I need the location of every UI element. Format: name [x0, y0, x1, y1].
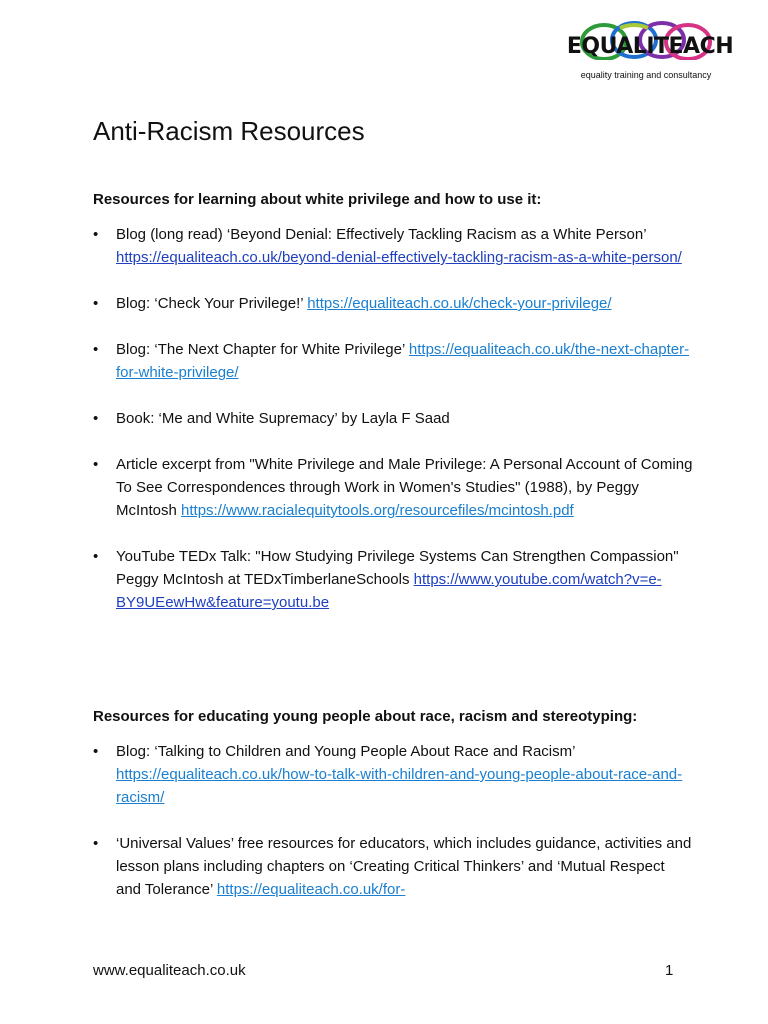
resource-description: Blog: ‘Talking to Children and Young People About Race and Racism’ — [116, 743, 575, 760]
resource-link[interactable]: https://equaliteach.co.uk/how-to-talk-with-children-and-young-people-about-race-and-racism/ — [116, 766, 683, 806]
list-item — [93, 292, 693, 315]
page-title: Anti-Racism Resources — [93, 116, 365, 146]
page-number: 1 — [665, 962, 674, 979]
list-item — [93, 545, 693, 614]
resource-description: Blog (long read) ‘Beyond Denial: Effectively Tackling Racism as a White Person’ — [116, 226, 646, 243]
list-item — [93, 223, 693, 269]
list-item — [93, 407, 693, 430]
resource-link[interactable]: https://equaliteach.co.uk/for- — [216, 881, 406, 898]
education-resource-list — [93, 740, 693, 901]
resource-link[interactable]: https://equaliteach.co.uk/beyond-denial-effectively-tackling-racism-as-a-white-person/ — [116, 249, 682, 266]
list-item — [93, 453, 693, 522]
white-privilege-resource-list — [93, 223, 693, 614]
resource-description: ‘Universal Values’ free resources for educators, which includes guidance, activities and lesson plans including chapters on ‘Creating Critical Thinkers’ and ‘Mutual Respect and Tolerance’ — [116, 835, 692, 898]
resource-link[interactable]: https://www.youtube.com/watch?v=e-BY9UEewHw&feature=youtu.be — [116, 571, 662, 611]
resource-link[interactable]: https://equaliteach.co.uk/check-your-privilege/ — [307, 295, 612, 312]
resource-description: Book: ‘Me and White Supremacy’ by Layla F Saad — [116, 410, 450, 427]
resource-link[interactable]: https://www.racialequitytools.org/resourcefiles/mcintosh.pdf — [181, 502, 574, 519]
resource-description: Blog: ‘Check Your Privilege!’ — [116, 295, 308, 312]
list-item — [93, 832, 693, 901]
section-heading-educating-young-people: Resources for educating young people about race, racism and stereotyping: — [93, 708, 638, 725]
section-heading-white-privilege: Resources for learning about white privilege and how to use it: — [93, 191, 542, 208]
equaliteach-logo — [558, 20, 738, 86]
resource-description: Article excerpt from "White Privilege and Male Privilege: A Personal Account of Coming To See Correspondences through Work in Women's Studies" (1988), by Peggy McIntosh — [116, 456, 693, 519]
list-item — [93, 338, 693, 384]
resource-description: YouTube TEDx Talk: "How Studying Privilege Systems Can Strengthen Compassion" Peggy McIntosh at TEDxTimberlaneSchools — [116, 548, 679, 588]
logo-tagline: equality training and consultancy — [580, 70, 712, 80]
logo-wordmark: EQUALITEACH — [566, 34, 734, 59]
resource-description: Blog: ‘The Next Chapter for White Privilege’ — [116, 341, 409, 358]
footer-website: www.equaliteach.co.uk — [93, 962, 246, 979]
list-item — [93, 740, 693, 809]
resource-link[interactable]: https://equaliteach.co.uk/the-next-chapter-for-white-privilege/ — [116, 341, 690, 381]
